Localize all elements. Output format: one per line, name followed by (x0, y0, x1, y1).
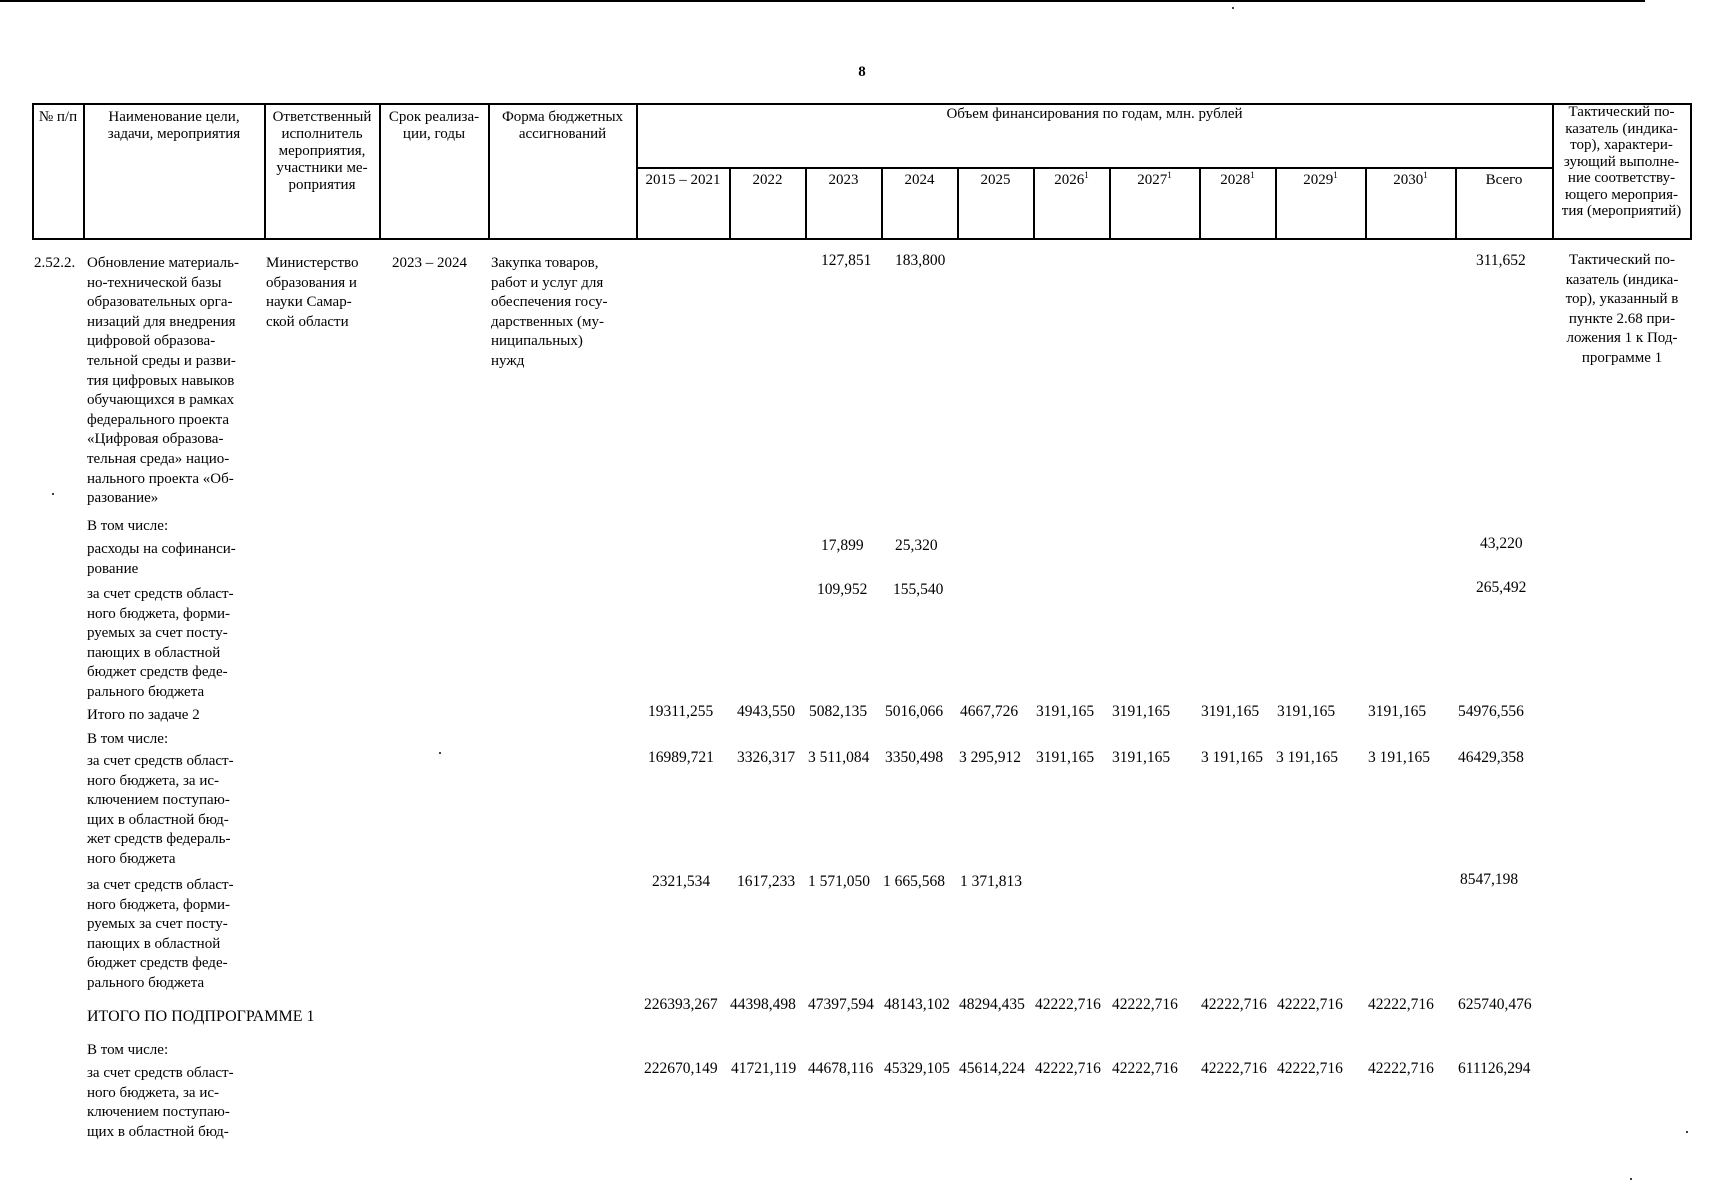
row-value: 42222,716 (1201, 1060, 1267, 1077)
row-value: 3191,165 (1112, 749, 1171, 766)
row-value: 3191,165 (1201, 703, 1260, 720)
page-number: 8 (858, 64, 866, 80)
item-indicator: Тактический по- казатель (индика- тор), указанный в пункте 2.68 при- ложения 1 к Под- программе 1 (1565, 252, 1679, 366)
row-value: 42222,716 (1035, 996, 1101, 1013)
row-value: 16989,721 (648, 749, 714, 766)
row-value: 42222,716 (1368, 996, 1434, 1013)
year-header-2028: 2028$^1$ (1220, 170, 1255, 188)
scan-speck (52, 493, 54, 495)
row-value: 625740,476 (1458, 996, 1532, 1013)
row-label: В том числе: (87, 518, 169, 534)
year-header-2015-2021: 2015 – 2021 (645, 172, 721, 188)
header-name: Наименование цели, задачи, мероприятия (107, 109, 241, 142)
year-header-2024: 2024 (904, 172, 935, 188)
item-period: 2023 – 2024 (392, 255, 467, 271)
row-label: за счет средств област- ного бюджета, за ис- ключением поступаю- щих в областной бюд- жет средств федераль- ного бюджета (87, 753, 234, 867)
row-value: 54976,556 (1458, 703, 1524, 720)
scan-speck (1232, 7, 1234, 9)
row-label: расходы на софинанси- рование (87, 541, 236, 577)
year-header-2025: 2025 (980, 172, 1011, 188)
row-value: 42222,716 (1112, 1060, 1178, 1077)
row-value: 42222,716 (1201, 996, 1267, 1013)
row-value: 3191,165 (1277, 703, 1336, 720)
row-value: 109,952 (817, 581, 868, 598)
item-value-2023: 127,851 (821, 252, 872, 269)
row-value: 42222,716 (1112, 996, 1178, 1013)
row-value: 3191,165 (1036, 749, 1095, 766)
row-label: за счет средств област- ного бюджета, форми- руемых за счет посту- пающих в областной бюджет средств феде- рального бюджета (87, 586, 234, 700)
row-value: 46429,358 (1458, 749, 1524, 766)
row-value: 42222,716 (1277, 996, 1343, 1013)
row-value: 42222,716 (1368, 1060, 1434, 1077)
row-label: за счет средств област- ного бюджета, форми- руемых за счет посту- пающих в областной бюджет средств феде- рального бюджета (87, 877, 234, 991)
row-value: 3 295,912 (959, 749, 1021, 766)
item-value-2024: 183,800 (895, 252, 946, 269)
row-value: 5082,135 (809, 703, 868, 720)
row-value: 43,220 (1480, 535, 1523, 552)
header-executor: Ответственный исполнитель мероприятия, участники ме- роприятия (272, 109, 372, 193)
header-number: № п/п (38, 109, 78, 125)
year-header-2023: 2023 (828, 172, 859, 188)
row-value: 3350,498 (885, 749, 944, 766)
row-value: 1617,233 (737, 873, 796, 890)
row-value: 42222,716 (1035, 1060, 1101, 1077)
item-name: Обновление материаль- но-технической базы образовательных орга- низаций для внедрения цифровой образова- тельной среды и разви- тия цифровых навыков обучающихся в рамках федерального проекта «Цифровая образова- тельная среда» нацио- нального проекта «Об- разование» (87, 255, 239, 507)
row-value: 47397,594 (808, 996, 874, 1013)
row-value: 265,492 (1476, 579, 1527, 596)
header-indicator: Тактический по- казатель (индика- тор), характери- зующий выполне- ние соответству- ющего мероприя- тия (мероприятий) (1561, 104, 1682, 219)
top-scan-border (0, 0, 1645, 2)
row-value: 226393,267 (644, 996, 718, 1013)
row-label: ИТОГО ПО ПОДПРОГРАММЕ 1 (87, 1008, 315, 1025)
row-value: 3 191,165 (1201, 749, 1263, 766)
year-header-2030: 2030$^1$ (1393, 170, 1428, 188)
row-value: 3 191,165 (1276, 749, 1338, 766)
row-value: 48143,102 (884, 996, 950, 1013)
year-header-2026: 2026$^1$ (1054, 170, 1089, 188)
row-value: 8547,198 (1460, 871, 1519, 888)
row-value: 25,320 (895, 537, 938, 554)
row-value: 3191,165 (1036, 703, 1095, 720)
row-label: В том числе: (87, 1042, 169, 1058)
item-executor: Министерство образования и науки Самар- ской области (266, 255, 359, 330)
row-value: 41721,119 (731, 1060, 797, 1077)
row-value: 3 191,165 (1368, 749, 1430, 766)
row-value: 2321,534 (652, 873, 711, 890)
row-value: 44678,116 (808, 1060, 874, 1077)
row-value: 222670,149 (644, 1060, 718, 1077)
header-period: Срок реализа- ции, годы (388, 109, 480, 142)
row-value: 1 665,568 (883, 873, 945, 890)
row-value: 17,899 (821, 537, 864, 554)
header-budget-form: Форма бюджетных ассигнований (501, 109, 624, 142)
header-financing: Объем финансирования по годам, млн. рублей (946, 106, 1243, 122)
item-number: 2.52.2. (34, 255, 76, 271)
row-value: 1 371,813 (960, 873, 1022, 890)
year-header-total: Всего (1485, 172, 1523, 188)
row-value: 1 571,050 (808, 873, 870, 890)
row-value: 19311,255 (648, 703, 714, 720)
row-value: 3326,317 (737, 749, 796, 766)
item-value-total: 311,652 (1476, 252, 1526, 269)
scan-speck (1630, 1178, 1632, 1180)
row-value: 3 511,084 (808, 749, 870, 766)
row-value: 4943,550 (737, 703, 796, 720)
row-value: 4667,726 (960, 703, 1019, 720)
row-value: 45329,105 (884, 1060, 950, 1077)
row-label: В том числе: (87, 731, 169, 747)
scan-speck (439, 752, 441, 754)
row-label: Итого по задаче 2 (87, 707, 200, 723)
scan-speck (1686, 1131, 1688, 1133)
row-value: 5016,066 (885, 703, 944, 720)
item-budget-form: Закупка товаров, работ и услуг для обеспечения госу- дарственных (му- ниципальных) нужд (491, 255, 608, 369)
row-value: 42222,716 (1277, 1060, 1343, 1077)
row-label: за счет средств област- ного бюджета, за ис- ключением поступаю- щих в областной бюд- (87, 1065, 234, 1140)
row-value: 155,540 (893, 581, 944, 598)
row-value: 611126,294 (1458, 1060, 1531, 1077)
row-value: 45614,224 (959, 1060, 1025, 1077)
row-value: 3191,165 (1368, 703, 1427, 720)
year-header-2029: 2029$^1$ (1303, 170, 1338, 188)
year-header-2027: 2027$^1$ (1137, 170, 1172, 188)
row-value: 44398,498 (730, 996, 796, 1013)
row-value: 48294,435 (959, 996, 1025, 1013)
row-value: 3191,165 (1112, 703, 1171, 720)
year-header-2022: 2022 (752, 172, 783, 188)
